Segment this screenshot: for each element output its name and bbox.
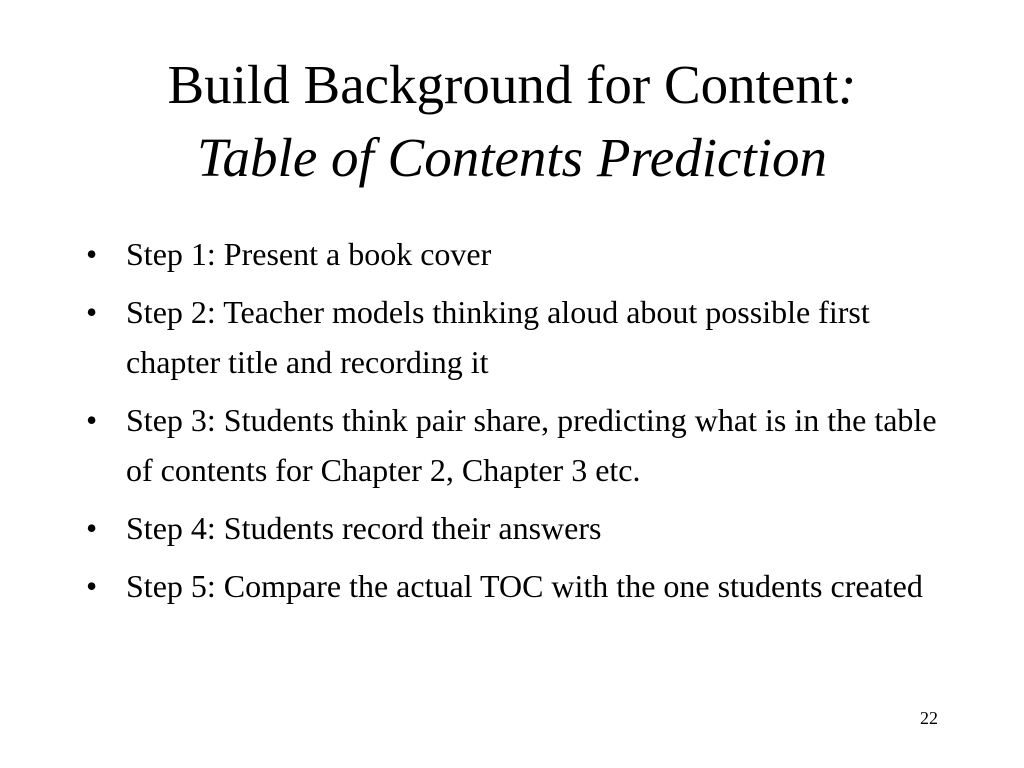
bullet-list [80,229,940,619]
page-number: 22 [920,708,938,728]
title-line-1 [40,48,984,121]
bullet-dot-icon: • [86,402,98,438]
bullet-item [80,395,940,495]
bullet-item [80,561,940,611]
bullet-item [80,229,940,279]
slide-title [40,48,984,194]
bullet-dot-icon: • [86,510,98,546]
bullet-text: Step 5: Compare the actual TOC with the one students created [126,568,923,604]
bullet-item [80,503,940,553]
bullet-dot-icon: • [86,236,98,272]
bullet-text: Step 2: Teacher models thinking aloud about possible first chapter title and recording it [126,294,870,380]
bullet-text: Step 3: Students think pair share, predicting what is in the table of contents for Chapter 2, Chapter 3 etc. [126,402,937,488]
title-colon: : [838,54,857,115]
title-line-2: Table of Contents Prediction [197,127,827,188]
bullet-dot-icon: • [86,294,98,330]
bullet-text: Step 4: Students record their answers [126,510,602,546]
bullet-item [80,287,940,387]
bullet-dot-icon: • [86,568,98,604]
title-main-text: Build Background for Content [167,54,839,115]
bullet-text: Step 1: Present a book cover [126,236,492,272]
